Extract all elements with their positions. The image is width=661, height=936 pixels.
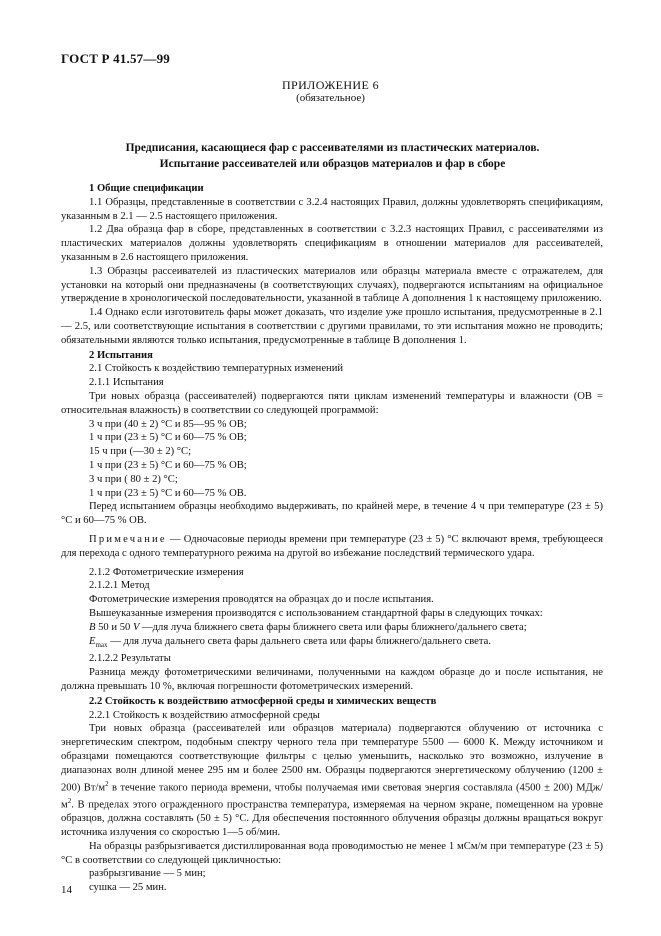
measurement-point-b50: B 50 и 50 V —для луча ближнего света фары ближнего света или фары ближнего/дальнего света; — [89, 621, 527, 633]
paragraph: Три новых образца (рассеивателей) подвергаются пяти циклам изменений температуры и влажности (ОВ = относительная влажность) в соответствии со следующей программой: — [61, 390, 603, 416]
section-heading: 1 Общие спецификации — [89, 183, 204, 194]
document-title — [61, 140, 604, 172]
subsection-heading: 2.2 Стойкость к воздействию атмосферной среды и химических веществ — [89, 695, 437, 707]
paragraph: Фотометрические измерения проводятся на образцах до и после испытания. — [89, 594, 434, 606]
paragraph: На образцы разбрызгивается дистиллированная вода проводимостью не менее 1 мСм/м при температуре (23 ± 5) °С в соответствии со следующей цикличностью: — [61, 840, 603, 866]
document-body — [61, 181, 603, 895]
standard-code: ГОСТ Р 41.57—99 — [61, 51, 170, 66]
cycle-item: сушка — 25 мин. — [89, 882, 167, 894]
subsection-heading: 2.1 Стойкость к воздействию температурных изменений — [89, 363, 344, 375]
subsection-heading: 2.1.2.2 Результаты — [89, 653, 171, 665]
subsection-heading: 2.1.1 Испытания — [89, 377, 164, 389]
program-step: 3 ч при (40 ± 2) °С и 85—95 % ОВ; — [89, 418, 247, 430]
program-step: 1 ч при (23 ± 5) °С и 60—75 % ОВ. — [89, 487, 247, 499]
program-step: 1 ч при (23 ± 5) °С и 60—75 % ОВ; — [89, 432, 247, 444]
document-title-line-2: Испытание рассеивателей или образцов материалов и фар в сборе — [159, 158, 506, 170]
paragraph: Разница между фотометрическими величинами, полученными на каждом образце до и после испытания, не должна превышать 10 %, включая погрешности фотометрических измерений. — [61, 667, 603, 692]
paragraph: Вышеуказанные измерения производятся с использованием стандартной фары в следующих точках: — [89, 607, 543, 619]
section-heading: 2 Испытания — [89, 349, 153, 361]
measurement-point-emax: $E_{max}$ — для луча дальнего света фары дальнего света или фары ближнего/дальнего света. — [89, 635, 491, 649]
program-step: 1 ч при (23 ± 5) °С и 60—75 % ОВ; — [89, 459, 247, 471]
program-step: 15 ч при (—30 ± 2) °С; — [89, 446, 192, 458]
cycle-item: разбрызгивание — 5 мин; — [89, 868, 206, 880]
test-program-list — [61, 418, 603, 501]
program-step: 3 ч при ( 80 ± 2) °С; — [89, 473, 178, 485]
appendix-title: ПРИЛОЖЕНИЕ 6 — [281, 78, 380, 92]
subsection-heading: 2.2.1 Стойкость к воздействию атмосферной среды — [89, 709, 320, 721]
page-number: 14 — [61, 884, 72, 896]
paragraph: 1.4 Однако если изготовитель фары может доказать, что изделие уже прошло испытания, предусмотренные в 2.1 — 2.5, или соответствующие испытания в соответствии с другими правилами, то эти испытания можно не проводить; обязательными являются только испытания, предусмотренные в таблице В дополнения 1. — [61, 307, 603, 346]
appendix-subtitle: (обязательное) — [296, 92, 365, 104]
paragraph: 1.2 Два образца фар в сборе, представленных в соответствии с 3.2.3 настоящих Правил, с рассеивателями из пластических материалов должны удовлетворять спецификациям в отношении материалов для рассеивателей, указанным в 2.6 настоящего приложения. — [61, 224, 603, 263]
paragraph: Перед испытанием образцы необходимо выдерживать, по крайней мере, в течение 4 ч при температуре (23 ± 5) °С и 60—75 % ОВ. — [61, 501, 603, 527]
paragraph: 1.1 Образцы, представленные в соответствии с 3.2.4 настоящих Правил, должны удовлетворять спецификациям, указанным в 2.1 — 2.5 настоящего приложения. — [61, 196, 603, 222]
subsection-heading: 2.1.2 Фотометрические измерения — [89, 566, 244, 578]
note-label: Примечание — [89, 533, 167, 545]
note-text: — Одночасовые периоды времени при температуре (23 ± 5) °С включают время, требующееся для перехода с одного температурного режима на другой во избежание последствий термического удара. — [61, 533, 603, 559]
paragraph: 1.3 Образцы рассеивателей из пластических материалов или образцы материала вместе с отражателем, для установки на который они предназначены (в соответствующих случаях), подвергаются испытаниям на официальное утверждение в хронологической последовательности, указанной в таблице А дополнения 1 к настоящему приложению. — [61, 265, 603, 305]
paragraph: Три новых образца (рассеивателей или образцов материала) подвергаются облучению от источника с энергетическим спектром, подобным спектру черного тела при температуре 5500 — 6000 К. Между источником и образцами помещаются соответствующие фильтры с целью уменьшить, насколько это возможно, излучение в диапазонах волн длиной менее 295 нм и более 2500 нм. Образцы подвергаются энергетическому облучению (1200 ± 200) $Вт/м^2$ в течение такого периода времени, чтобы получаемая ими световая энергия составляла (4500 ± 200) МДж/$м^2$. В пределах этого огражденного пространства температура, измеряемая на черном экране, помещенном на уровне образцов, должна составлять (50 ± 5) °С. Для обеспечения постоянного облучения образцы должны вращаться вокруг источника излучения со скоростью 1—5 об/мин. — [61, 723, 603, 839]
subsection-heading: 2.1.2.1 Метод — [89, 580, 150, 592]
note — [61, 533, 603, 561]
document-title-line-1: Предписания, касающиеся фар с рассеивателями из пластических материалов. — [125, 142, 540, 154]
